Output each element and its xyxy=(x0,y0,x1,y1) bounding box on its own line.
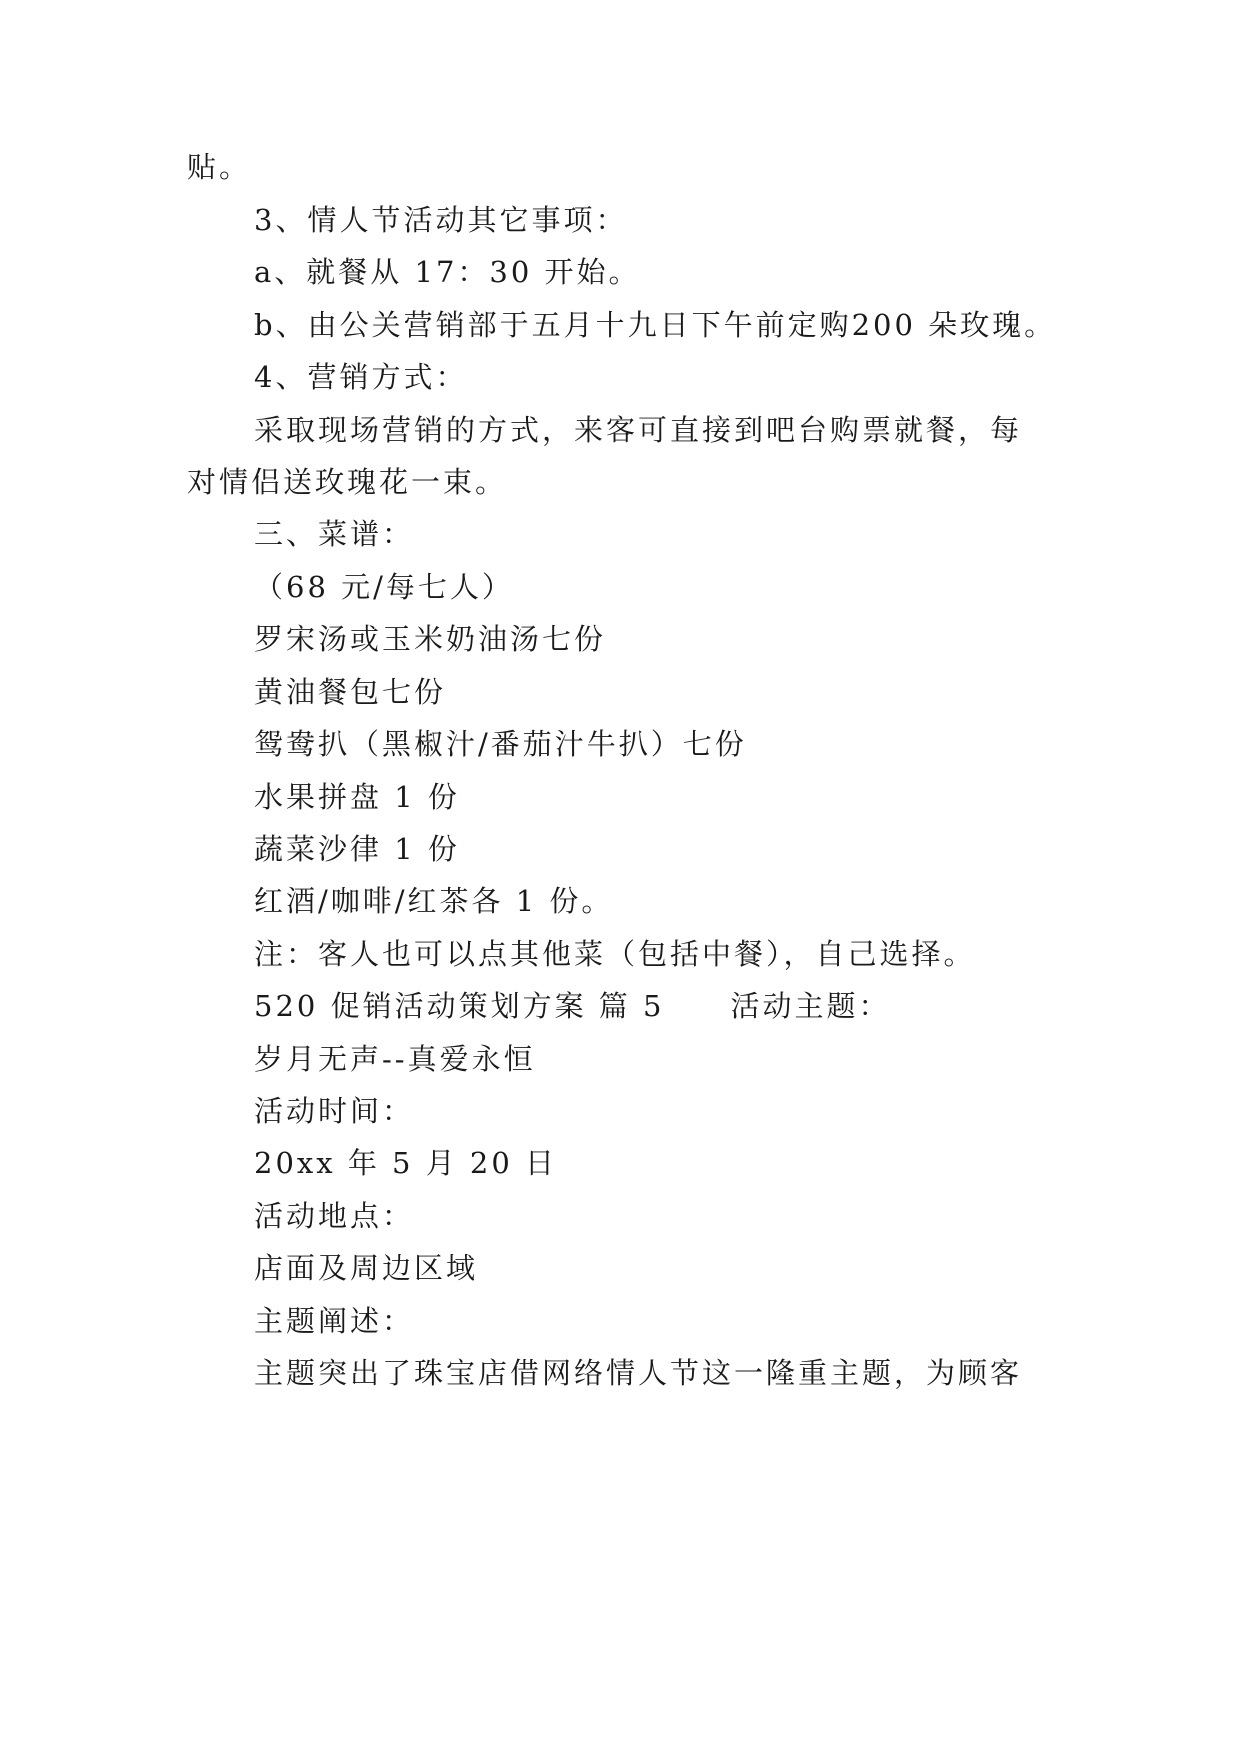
section-subheading: 活动主题： xyxy=(730,989,891,1023)
text-line: 黄油餐包七份 xyxy=(254,675,447,709)
text-line: 蔬菜沙律 1 份 xyxy=(254,832,460,866)
text-line: 罗宋汤或玉米奶油汤七份 xyxy=(254,622,607,656)
text-line: 三、菜谱： xyxy=(254,517,415,551)
section-heading: 520 促销活动策划方案 篇 5 xyxy=(254,989,665,1023)
text-line: 贴。 xyxy=(187,150,252,184)
text-line: 红酒/咖啡/红茶各 1 份。 xyxy=(254,884,614,918)
text-line: 对情侣送玫瑰花一束。 xyxy=(187,465,508,499)
text-line: 岁月无声--真爱永恒 xyxy=(254,1042,536,1076)
text-line: 3、情人节活动其它事项： xyxy=(254,203,628,237)
text-line: 主题阐述： xyxy=(254,1304,415,1338)
text-line: （68 元/每七人） xyxy=(254,570,514,604)
text-line: 20xx 年 5 月 20 日 xyxy=(254,1146,558,1180)
text-line: 活动地点： xyxy=(254,1199,415,1233)
text-line: 注：客人也可以点其他菜（包括中餐），自己选择。 xyxy=(254,937,976,971)
section-heading-line xyxy=(254,986,890,1026)
text-line: 水果拼盘 1 份 xyxy=(254,780,460,814)
text-line: b、由公关营销部于五月十九日下午前定购200 朵玫瑰。 xyxy=(254,308,1057,342)
text-line: 4、营销方式： xyxy=(254,360,468,394)
text-line: 鸳鸯扒（黑椒汁/番茄汁牛扒）七份 xyxy=(254,727,747,761)
text-line: a、就餐从 17：30 开始。 xyxy=(254,255,641,289)
text-line: 活动时间： xyxy=(254,1094,415,1128)
text-line: 采取现场营销的方式，来客可直接到吧台购票就餐，每 xyxy=(254,413,1023,447)
text-line: 店面及周边区域 xyxy=(254,1251,479,1285)
text-line: 主题突出了珠宝店借网络情人节这一隆重主题，为顾客 xyxy=(254,1356,1023,1390)
